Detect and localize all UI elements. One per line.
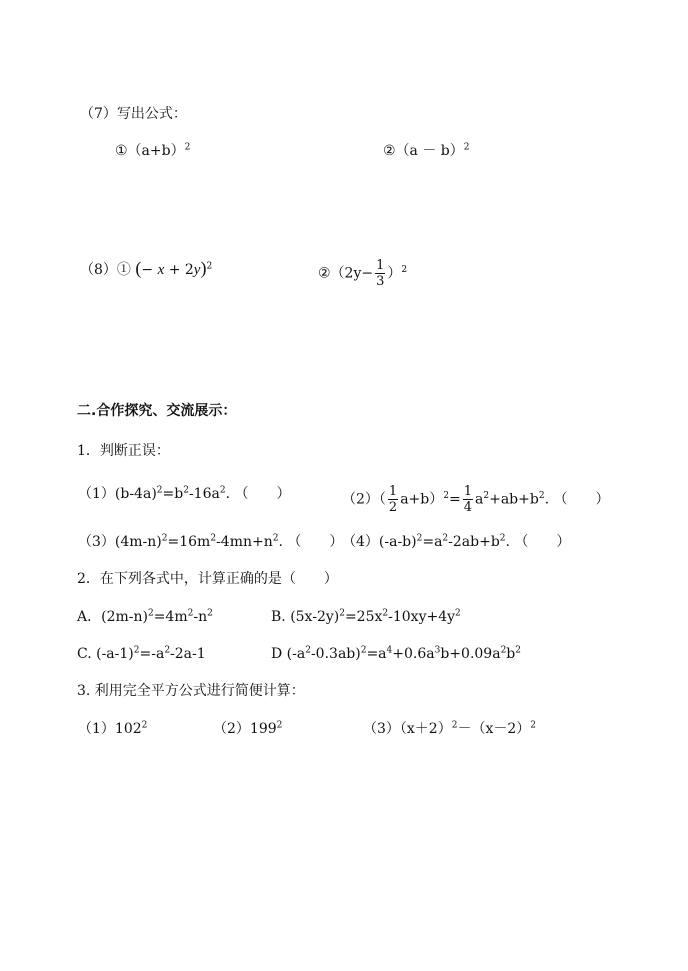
exponent: 2 (272, 533, 279, 544)
exponent: 2 (187, 608, 194, 619)
exponent: 2 (443, 490, 449, 501)
q7-label: （7）写出公式： (80, 106, 187, 122)
close-paren: ) (200, 258, 207, 278)
p2-option-c (77, 644, 206, 664)
exponent: 3 (434, 645, 441, 656)
exponent: 2 (164, 645, 171, 656)
q8-item2-suffix: ） (387, 265, 402, 282)
text: －（x－2） (457, 721, 531, 737)
exponent: 2 (156, 485, 163, 496)
p3-item1 (78, 719, 147, 739)
text: （3）(4m-n) (78, 534, 162, 550)
text: a (475, 491, 484, 508)
p2-option-b (271, 607, 461, 627)
text: = (448, 491, 461, 508)
exponent: 2 (207, 608, 213, 619)
exponent: 2 (305, 645, 311, 656)
exponent: 2 (515, 645, 521, 656)
section-title: 二.合作探究、交流展示： (77, 403, 237, 419)
exponent: 2 (183, 485, 189, 496)
text: -2a-1 (170, 646, 206, 662)
plus-two: + 2 (168, 262, 194, 278)
exponent: 2 (147, 608, 154, 619)
text: -16a (188, 486, 220, 502)
q8-item1 (80, 258, 212, 280)
fraction-one-third (375, 258, 385, 289)
p1-item4 (342, 532, 570, 552)
p2-option-a (77, 607, 213, 627)
text: C. (-a-1) (77, 646, 134, 662)
fraction-one-half (388, 484, 398, 515)
exponent: 2 (500, 645, 507, 656)
text: =4m (153, 609, 188, 625)
text: =a (422, 534, 443, 550)
p3-title: 3. 利用完全平方公式进行简便计算： (77, 683, 305, 699)
text: （2）199 (213, 721, 277, 737)
exponent: 2 (206, 261, 213, 272)
p1-item3 (78, 532, 343, 552)
exponent: 2 (451, 720, 458, 731)
text: a+b） (400, 491, 444, 508)
text: +0.6a (392, 646, 435, 662)
denominator: 4 (463, 500, 472, 515)
text: b (506, 646, 516, 662)
exponent: 2 (416, 533, 423, 544)
p3-item3 (363, 719, 536, 739)
exponent: 2 (219, 485, 226, 496)
text: （1）(b-4a) (78, 486, 157, 502)
exponent: 2 (210, 533, 217, 544)
var-x: x (157, 262, 165, 278)
q8-item2 (318, 258, 407, 289)
minus-sign: − (141, 262, 154, 278)
text: （3）（x＋2） (363, 721, 452, 737)
q8-label: （8）① (80, 262, 131, 278)
text: （1）102 (78, 721, 142, 737)
numerator: 1 (463, 484, 472, 499)
p2-option-d (271, 644, 521, 664)
text: （4）(-a-b) (342, 534, 417, 550)
p1-item1 (78, 484, 291, 504)
answer-blank: . （ ） (278, 534, 344, 550)
exponent: 2 (442, 533, 449, 544)
numerator: 1 (376, 258, 385, 273)
p1-title: 1．判断正误： (77, 443, 170, 459)
text: =16m (167, 534, 211, 550)
open-paren: ( (135, 258, 142, 278)
text: -n (193, 609, 208, 625)
text: -2ab+b (448, 534, 500, 550)
q7-item2-text: ②（a － b） (383, 143, 464, 159)
text: B. (5x-2y) (271, 609, 340, 625)
exponent: 2 (401, 264, 408, 275)
text: A．(2m-n) (77, 609, 148, 625)
text: D (-a (271, 646, 306, 662)
answer-blank: . （ ） (225, 486, 291, 502)
exponent: 2 (483, 490, 490, 501)
var-y: y (193, 262, 201, 278)
exponent: 2 (276, 720, 283, 731)
exponent: 2 (339, 608, 345, 619)
exponent: 2 (360, 645, 367, 656)
q7-item1-text: ①（a+b） (115, 143, 185, 159)
exponent: 2 (530, 720, 536, 731)
q8-item2-prefix: ②（2y− (318, 265, 374, 282)
text: =b (162, 486, 184, 502)
answer-blank: . （ ） (505, 534, 571, 550)
exponent: 2 (538, 490, 545, 501)
fraction-one-fourth (463, 484, 473, 515)
exponent: 2 (382, 608, 389, 619)
text: =-a (139, 646, 165, 662)
text: b+0.09a (440, 646, 501, 662)
p2-title: 2．在下列各式中，计算正确的是（ ） (77, 571, 338, 587)
exponent: 2 (463, 142, 470, 153)
exponent: 2 (133, 645, 140, 656)
q7-item1 (115, 141, 190, 161)
exponent: 2 (161, 533, 168, 544)
text: -0.3ab) (310, 646, 361, 662)
p1-item2 (342, 484, 609, 515)
text: +ab+b (489, 491, 539, 508)
p3-item2 (213, 719, 282, 739)
denominator: 2 (388, 500, 398, 515)
q7-item2 (383, 141, 470, 161)
text: =25x (344, 609, 383, 625)
exponent: 2 (499, 533, 506, 544)
exponent: 2 (184, 142, 191, 153)
text: （2）（ (342, 491, 386, 508)
text: =a (366, 646, 387, 662)
exponent: 4 (386, 645, 393, 656)
text: -10xy+4y (388, 609, 456, 625)
text: -4mn+n (216, 534, 273, 550)
answer-blank: . （ ） (544, 491, 610, 508)
exponent: 2 (455, 608, 461, 619)
exponent: 2 (141, 720, 148, 731)
denominator: 3 (376, 274, 385, 289)
numerator: 1 (388, 484, 398, 499)
